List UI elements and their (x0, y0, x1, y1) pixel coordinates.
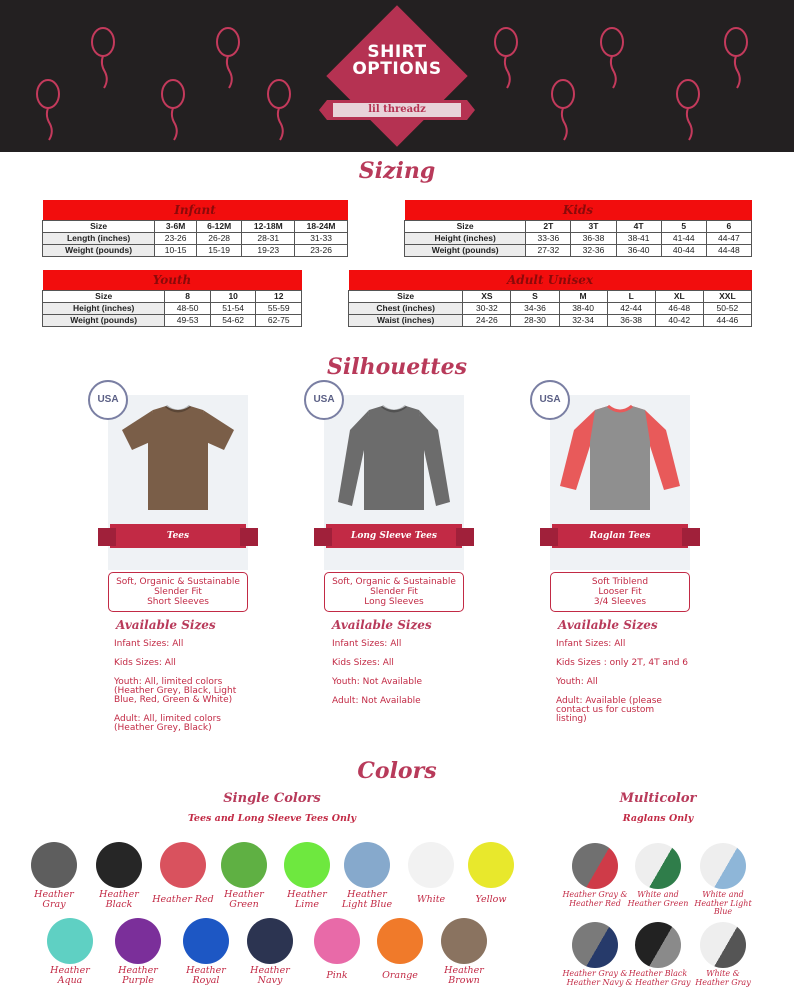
table-header-row (43, 220, 348, 232)
table-cell: 27-32 (526, 244, 571, 256)
table-cell: 44-48 (706, 244, 751, 256)
table-cell: 30-32 (463, 302, 511, 314)
color-swatch-label: Heather Lime (287, 889, 327, 910)
available-size-item: Adult: All, limited colors (Heather Grey, Black) (114, 714, 221, 733)
table-cell: 51-54 (210, 302, 256, 314)
table-row (349, 302, 752, 314)
column-header: M (559, 290, 607, 302)
kids-size-table (404, 200, 752, 257)
row-header: Weight (pounds) (43, 314, 165, 326)
long-sleeve-tee-icon (324, 402, 464, 522)
available-size-item: Kids Sizes : only 2T, 4T and 6 (556, 658, 689, 668)
product-name: Tees (166, 531, 190, 541)
color-swatch (377, 918, 423, 964)
infant-size-table (42, 200, 348, 257)
badge-text: USA (539, 394, 561, 405)
made-in-usa-badge (88, 380, 128, 420)
table-header-row (349, 290, 752, 302)
column-header: 5 (661, 220, 706, 232)
row-header: Height (inches) (43, 302, 165, 314)
column-header: 12 (256, 290, 302, 302)
color-swatch-label: Orange (382, 970, 418, 981)
kids-table-caption: Kids (405, 200, 752, 220)
column-header: Size (43, 290, 165, 302)
column-header: Size (405, 220, 526, 232)
multicolor-swatch-label: White & Heather Gray (695, 969, 751, 987)
balloon-icon (601, 28, 623, 88)
adult-table-caption: Adult Unisex (349, 270, 752, 290)
table-cell: 55-59 (256, 302, 302, 314)
available-size-item: Youth: Not Available (332, 677, 423, 687)
color-swatch-label: Heather Aqua (50, 965, 90, 986)
multicolor-swatch (572, 843, 618, 889)
table-cell: 40-42 (655, 314, 703, 326)
tee-icon (108, 402, 248, 522)
available-size-item: Infant Sizes: All (556, 639, 626, 649)
multicolor-title: Multicolor (619, 791, 697, 806)
available-size-item: Infant Sizes: All (332, 639, 402, 649)
table-row (405, 232, 752, 244)
table-cell: 38-40 (559, 302, 607, 314)
column-header: XS (463, 290, 511, 302)
table-cell: 31-33 (295, 232, 348, 244)
table-cell: 33-36 (526, 232, 571, 244)
table-cell: 36-38 (607, 314, 655, 326)
row-header: Chest (inches) (349, 302, 463, 314)
product-name-banner (110, 524, 246, 548)
table-cell: 40-44 (661, 244, 706, 256)
color-swatch (183, 918, 229, 964)
color-swatch (96, 842, 142, 888)
table-cell: 46-48 (655, 302, 703, 314)
multicolor-swatch-label: Heather Black & Heather Gray (625, 969, 691, 987)
table-cell: 44-46 (703, 314, 751, 326)
column-header: 6-12M (196, 220, 241, 232)
raglan-tee-icon (550, 402, 690, 522)
color-swatch (408, 842, 454, 888)
available-size-item: Youth: All, limited colors (Heather Grey, Black, Light Blue, Red, Green & White) (114, 677, 237, 705)
color-swatch-label: Yellow (475, 894, 507, 905)
available-size-item: Adult: Not Available (332, 696, 421, 706)
column-header: 18-24M (295, 220, 348, 232)
color-swatch-label: Heather Royal (186, 965, 226, 986)
table-cell: 23-26 (155, 232, 197, 244)
column-header: 8 (165, 290, 211, 302)
table-cell: 32-34 (559, 314, 607, 326)
table-cell: 48-50 (165, 302, 211, 314)
table-cell: 44-47 (706, 232, 751, 244)
table-cell: 36-38 (571, 232, 616, 244)
table-cell: 10-15 (155, 244, 197, 256)
color-swatch (31, 842, 77, 888)
row-header: Weight (pounds) (405, 244, 526, 256)
column-header: L (607, 290, 655, 302)
multicolor-swatch-label: White and Heather Green (627, 890, 689, 908)
sizing-title: Sizing (358, 158, 436, 184)
color-swatch (160, 842, 206, 888)
product-description: Soft, Organic & Sustainable Slender Fit Long Sleeves (324, 572, 464, 612)
table-cell: 28-30 (511, 314, 559, 326)
table-cell: 42-44 (607, 302, 655, 314)
column-header: 12-18M (242, 220, 295, 232)
color-swatch-label: Heather Brown (444, 965, 484, 986)
available-size-item: Kids Sizes: All (114, 658, 176, 668)
table-row (43, 232, 348, 244)
logo-ribbon (327, 100, 467, 120)
table-cell: 34-36 (511, 302, 559, 314)
adult-size-table (348, 270, 752, 327)
table-row (43, 302, 302, 314)
table-cell: 50-52 (703, 302, 751, 314)
available-sizes-title: Available Sizes (558, 618, 658, 632)
table-row (43, 314, 302, 326)
table-cell: 28-31 (242, 232, 295, 244)
color-swatch (441, 918, 487, 964)
column-header: 6 (706, 220, 751, 232)
logo-title: SHIRT OPTIONS (352, 42, 442, 79)
column-header: XL (655, 290, 703, 302)
color-swatch-label: Heather Red (152, 894, 214, 905)
silhouettes-title: Silhouettes (327, 354, 467, 380)
balloon-icon (552, 80, 574, 140)
logo (325, 4, 469, 148)
badge-text: USA (97, 394, 119, 405)
column-header: 2T (526, 220, 571, 232)
column-header: Size (43, 220, 155, 232)
infant-table-caption: Infant (43, 200, 348, 220)
column-header: 3-6M (155, 220, 197, 232)
table-row (349, 314, 752, 326)
multicolor-swatch (700, 922, 746, 968)
table-cell: 49-53 (165, 314, 211, 326)
header-banner (0, 0, 794, 152)
table-cell: 23-26 (295, 244, 348, 256)
table-cell: 24-26 (463, 314, 511, 326)
table-cell: 26-28 (196, 232, 241, 244)
multicolor-swatch-label: Heather Gray & Heather Red (562, 890, 628, 908)
colors-title: Colors (357, 758, 437, 784)
available-size-item: Kids Sizes: All (332, 658, 394, 668)
row-header: Height (inches) (405, 232, 526, 244)
color-swatch (284, 842, 330, 888)
color-swatch (221, 842, 267, 888)
row-header: Waist (inches) (349, 314, 463, 326)
available-size-item: Infant Sizes: All (114, 639, 184, 649)
row-header: Weight (pounds) (43, 244, 155, 256)
table-cell: 32-36 (571, 244, 616, 256)
single-colors-title: Single Colors (223, 791, 321, 806)
multicolor-swatch (700, 843, 746, 889)
multicolor-note: Raglans Only (622, 813, 694, 824)
color-swatch-label: Pink (326, 970, 348, 981)
balloon-icon (217, 28, 239, 88)
made-in-usa-badge (304, 380, 344, 420)
color-swatch (344, 842, 390, 888)
balloon-icon (268, 80, 290, 140)
table-cell: 41-44 (661, 232, 706, 244)
color-swatch (115, 918, 161, 964)
balloon-icon (725, 28, 747, 88)
column-header: Size (349, 290, 463, 302)
table-row (405, 244, 752, 256)
table-row (43, 244, 348, 256)
table-header-row (43, 290, 302, 302)
multicolor-swatch (635, 922, 681, 968)
single-colors-note: Tees and Long Sleeve Tees Only (187, 813, 357, 824)
badge-text: USA (313, 394, 335, 405)
color-swatch-label: Heather Gray (34, 889, 74, 910)
available-sizes-title: Available Sizes (332, 618, 432, 632)
column-header: 10 (210, 290, 256, 302)
product-name: Raglan Tees (589, 531, 651, 541)
balloon-icon (677, 80, 699, 140)
product-description: Soft Triblend Looser Fit 3/4 Sleeves (550, 572, 690, 612)
color-swatch-label: Heather Green (224, 889, 264, 910)
table-cell: 15-19 (196, 244, 241, 256)
color-swatch (247, 918, 293, 964)
balloon-icon (92, 28, 114, 88)
color-swatch (47, 918, 93, 964)
multicolor-swatch (572, 922, 618, 968)
table-cell: 36-40 (616, 244, 661, 256)
youth-table-caption: Youth (43, 270, 302, 290)
available-sizes-title: Available Sizes (116, 618, 216, 632)
color-swatch-label: Heather Black (99, 889, 139, 910)
balloon-icon (37, 80, 59, 140)
balloon-icon (162, 80, 184, 140)
multicolor-swatch (635, 843, 681, 889)
available-size-item: Adult: Available (please contact us for custom listing) (556, 696, 662, 724)
color-swatch-label: Heather Light Blue (341, 889, 393, 910)
multicolor-swatch-label: Heather Gray & Heather Navy (562, 969, 628, 987)
column-header: XXL (703, 290, 751, 302)
color-swatch (314, 918, 360, 964)
color-swatch-label: White (416, 894, 446, 905)
product-description: Soft, Organic & Sustainable Slender Fit Short Sleeves (108, 572, 248, 612)
table-cell: 62-75 (256, 314, 302, 326)
balloon-icon (495, 28, 517, 88)
product-name-banner (552, 524, 688, 548)
column-header: 4T (616, 220, 661, 232)
row-header: Length (inches) (43, 232, 155, 244)
youth-size-table (42, 270, 302, 327)
column-header: S (511, 290, 559, 302)
table-cell: 54-62 (210, 314, 256, 326)
table-cell: 38-41 (616, 232, 661, 244)
available-size-item: Youth: All (556, 677, 598, 687)
product-name: Long Sleeve Tees (351, 531, 437, 541)
logo-ribbon-text: lil threadz (368, 104, 426, 115)
multicolor-swatch-label: White and Heather Light Blue (694, 890, 752, 916)
column-header: 3T (571, 220, 616, 232)
table-cell: 19-23 (242, 244, 295, 256)
color-swatch (468, 842, 514, 888)
color-swatch-label: Heather Navy (250, 965, 290, 986)
made-in-usa-badge (530, 380, 570, 420)
table-header-row (405, 220, 752, 232)
product-name-banner (326, 524, 462, 548)
color-swatch-label: Heather Purple (118, 965, 158, 986)
